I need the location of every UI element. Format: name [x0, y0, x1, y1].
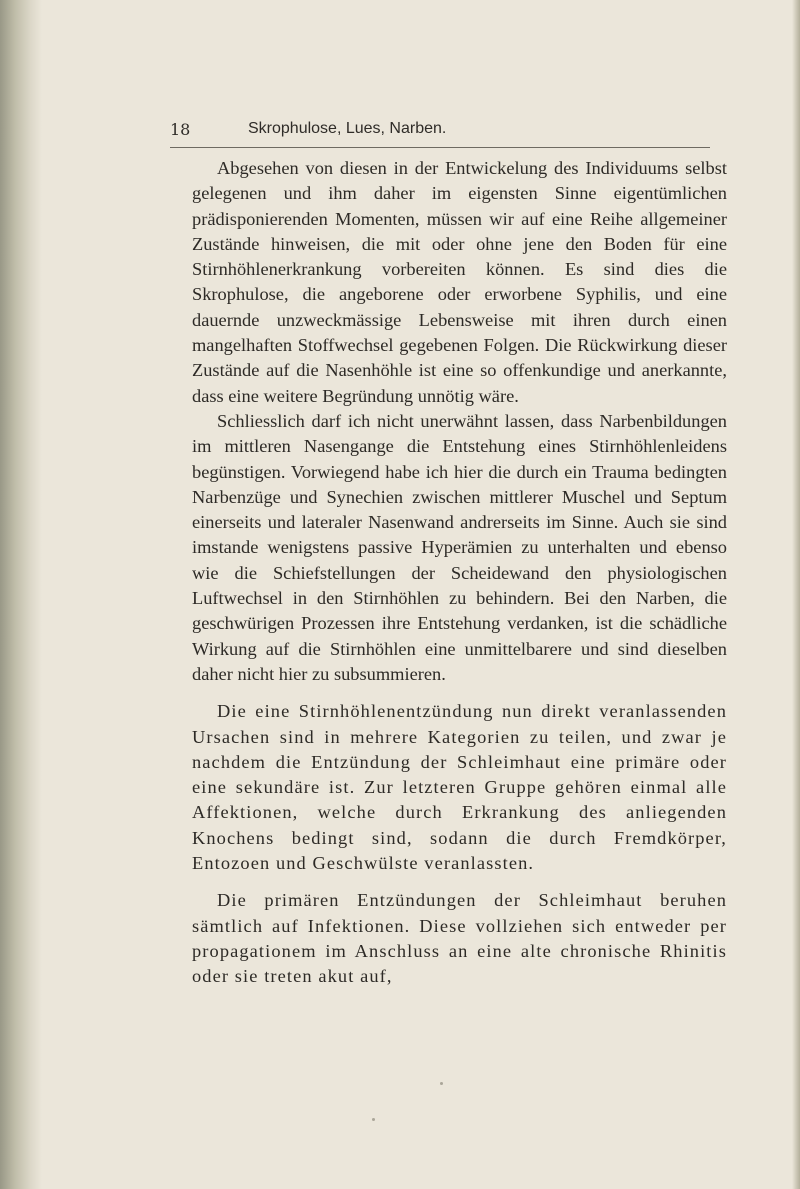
page-number: 18	[170, 120, 191, 139]
page-header	[170, 120, 730, 148]
running-title: Skrophulose, Lues, Narben.	[248, 120, 447, 137]
paper-speck	[440, 1082, 443, 1085]
header-rule	[170, 147, 710, 148]
paragraph-predisposing-conditions: Abgesehen von diesen in der Entwickelung des Individuums selbst gelegenen und ihm daher im eigensten Sinne eigentümlichen prädisponierenden Momenten, müssen wir auf eine Reihe allgemeiner Zustände hinweisen, die mit oder ohne jene den Boden für eine Stirnhöhlenerkrankung vorbereiten können. Es sind dies die Skrophulose, die angeborene oder erworbene Syphilis, und eine dauernde unzweckmässige Lebensweise mit ihren durch einen mangelhaften Stoffwechsel gegebenen Folgen. Die Rückwirkung dieser Zustände auf die Nasenhöhle ist eine so offenkundige und anerkannte, dass eine weitere Begründung unnötig wäre.	[192, 158, 727, 406]
body-text	[192, 156, 727, 990]
page-right-edge	[792, 0, 800, 1189]
paragraph-scar-formations: Schliesslich darf ich nicht unerwähnt lassen, dass Narbenbildungen im mittleren Nasengange die Entstehung eines Stirnhöhlenleidens begünstigen. Vorwiegend habe ich hier die durch ein Trauma bedingten Narbenzüge und Synechien zwischen mittlerer Muschel und Septum einerseits und lateraler Nasenwand andrerseits im Sinne. Auch sie sind imstande wenigstens passive Hyperämien zu unterhalten und ebenso wie die Schiefstellungen der Scheidewand den physiologischen Luftwechsel in den Stirnhöhlen zu behindern. Bei den Narben, die geschwürigen Prozessen ihre Entstehung verdanken, ist die schädliche Wirkung auf die Stirnhöhlen eine unmittelbarere und sind dieselben daher nicht hier zu subsummieren.	[192, 410, 727, 684]
paragraph-direct-causes: Die eine Stirnhöhlenentzündung nun direkt veranlassenden Ursachen sind in mehrere Kategorien zu teilen, und zwar je nachdem die Entzündung der Schleimhaut eine primäre oder eine sekundäre ist. Zur letzteren Gruppe gehören einmal alle Affektionen, welche durch Erkrankung des anliegenden Knochens bedingt sind, sodann die durch Fremdkörper, Entozoen und Geschwülste veranlassten.	[192, 701, 727, 874]
paper-speck	[372, 1118, 375, 1121]
paragraph-primary-inflammations: Die primären Entzündungen der Schleimhaut beruhen sämtlich auf Infektionen. Diese vollziehen sich entweder per propagationem im Anschluss an eine alte chronische Rhinitis oder sie treten akut auf,	[192, 890, 727, 987]
page-binding-edge	[0, 0, 42, 1189]
